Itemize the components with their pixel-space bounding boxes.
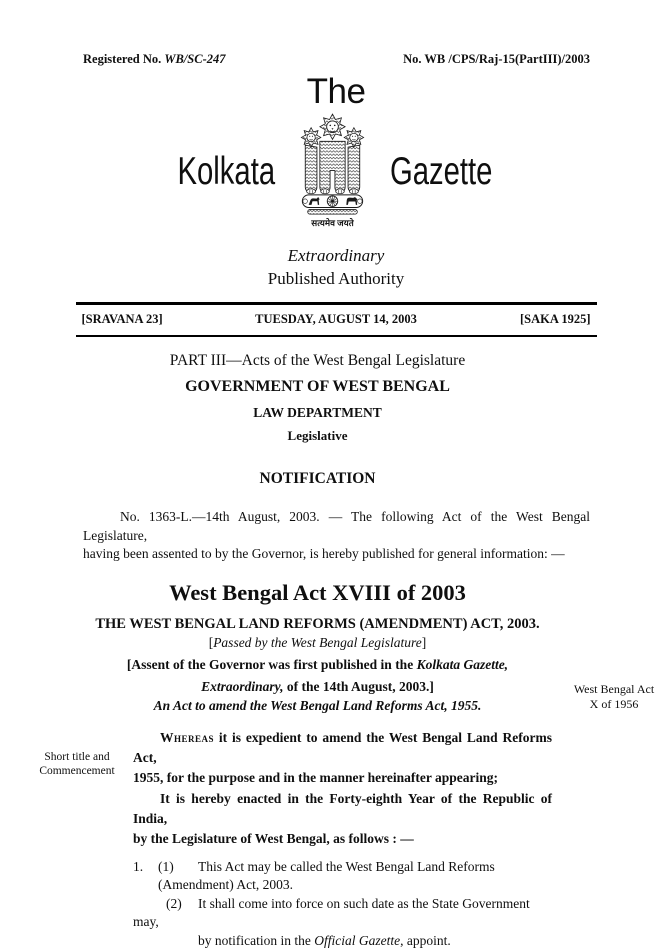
section1-line1 xyxy=(133,858,552,877)
section1-line4 xyxy=(198,932,552,951)
whereas-line2: 1955, for the purpose and in the manner hereinafter appearing; xyxy=(133,769,499,785)
authority-label: Published Authority xyxy=(267,269,405,288)
notification-heading: NOTIFICATION xyxy=(259,470,376,487)
legislative-heading: Legislative xyxy=(287,428,348,443)
gazette-file-number: No. WB /CPS/Raj-15(PartIII)/2003 xyxy=(403,52,590,66)
masthead-row xyxy=(0,110,672,233)
emblem-motto: सत्यमेव जयते xyxy=(311,217,354,228)
government-heading: GOVERNMENT OF WEST BENGAL xyxy=(185,378,450,395)
margin-note-short-title xyxy=(30,750,124,778)
date-gregorian: TUESDAY, AUGUST 14, 2003 xyxy=(255,312,417,326)
official-gazette-italic: Official Gazette xyxy=(314,932,401,948)
act-title: West Bengal Act XVIII of 2003 xyxy=(169,579,466,605)
margin-note-right-line1: West Bengal Act xyxy=(573,682,655,696)
subsection-1-number: (1) xyxy=(158,858,174,874)
act-assent-line1 xyxy=(75,656,560,674)
preamble-column xyxy=(133,728,552,951)
whereas-paragraph xyxy=(133,728,552,788)
bracket-close: ] xyxy=(421,634,427,650)
section1-line3 xyxy=(133,895,552,932)
edition-label: Extraordinary xyxy=(287,246,385,265)
act-purpose: An Act to amend the West Bengal Land Reforms Act, 1955. xyxy=(153,697,482,713)
act-assent-line2 xyxy=(75,678,560,696)
assent-text-a: [Assent of the Governor was first published in the xyxy=(126,656,417,672)
department-heading: LAW DEPARTMENT xyxy=(253,405,382,420)
registration-row xyxy=(0,0,672,67)
act-name: THE WEST BENGAL LAND REFORMS (AMENDMENT) ACT, 2003. xyxy=(95,615,540,632)
subsection-2-number: (2) xyxy=(166,895,182,911)
notification-paragraph xyxy=(83,508,590,564)
section-1 xyxy=(133,858,552,951)
margin-note-west-bengal-act xyxy=(558,682,670,711)
margin-note-right-line2: X of 1956 xyxy=(589,696,639,711)
whereas-word: Whereas xyxy=(160,729,215,745)
registered-number xyxy=(83,52,226,67)
whereas-rest: it is expedient to amend the West Bengal Land Reforms Act, xyxy=(133,729,552,765)
bracket-open: [ xyxy=(208,634,214,650)
masthead-gazette: Gazette xyxy=(390,149,493,193)
whereas-line1 xyxy=(133,728,552,768)
masthead-kolkata: Kolkata xyxy=(177,149,276,193)
registered-label: Registered No. xyxy=(83,52,165,66)
assent-gazette-name: Kolkata Gazette, xyxy=(416,656,509,672)
margin-note-left-line1: Short title and xyxy=(44,751,110,763)
subsection-1-text-line1: This Act may be called the West Bengal Land Reforms xyxy=(198,858,495,874)
subsection-2-text-line2a: by notification in the xyxy=(198,932,315,948)
date-sravana: [SRAVANA 23] xyxy=(81,312,163,326)
assent-text-b: of the 14th August, 2003.] xyxy=(283,679,434,694)
headings-column xyxy=(75,352,560,488)
notification-line1: No. 1363-L.—14th August, 2003. — The following Act of the West Bengal Legislature, xyxy=(83,509,590,543)
subsection-2-text-line2c: , appoint. xyxy=(400,932,451,948)
enacting-line2: by the Legislature of West Bengal, as follows : — xyxy=(133,830,414,846)
passed-text: Passed by the West Bengal Legislature xyxy=(213,634,422,650)
subsection-2-text-line1: It shall come into force on such date as the State Government may, xyxy=(133,895,530,929)
margin-note-left-line2: Commencement xyxy=(39,765,115,777)
notification-line2: having been assented to by the Governor, is hereby published for general information: — xyxy=(83,546,565,561)
date-saka: [SAKA 1925] xyxy=(520,312,591,326)
date-bar xyxy=(76,302,597,337)
section1-line2: (Amendment) Act, 2003. xyxy=(158,877,293,892)
enacting-line1: It is hereby enacted in the Forty-eighth Year of the Republic of India, xyxy=(133,790,552,826)
act-title-block xyxy=(75,580,560,714)
registered-value: WB/SC-247 xyxy=(164,52,226,66)
masthead-the: The xyxy=(306,72,366,111)
state-emblem-of-india-icon xyxy=(279,110,386,233)
section-number: 1. xyxy=(133,858,144,874)
assent-extraordinary: Extraordinary, xyxy=(201,679,284,694)
act-passed-line xyxy=(75,635,560,651)
enacting-paragraph xyxy=(133,789,552,849)
part-heading: PART III—Acts of the West Bengal Legislature xyxy=(169,352,466,369)
